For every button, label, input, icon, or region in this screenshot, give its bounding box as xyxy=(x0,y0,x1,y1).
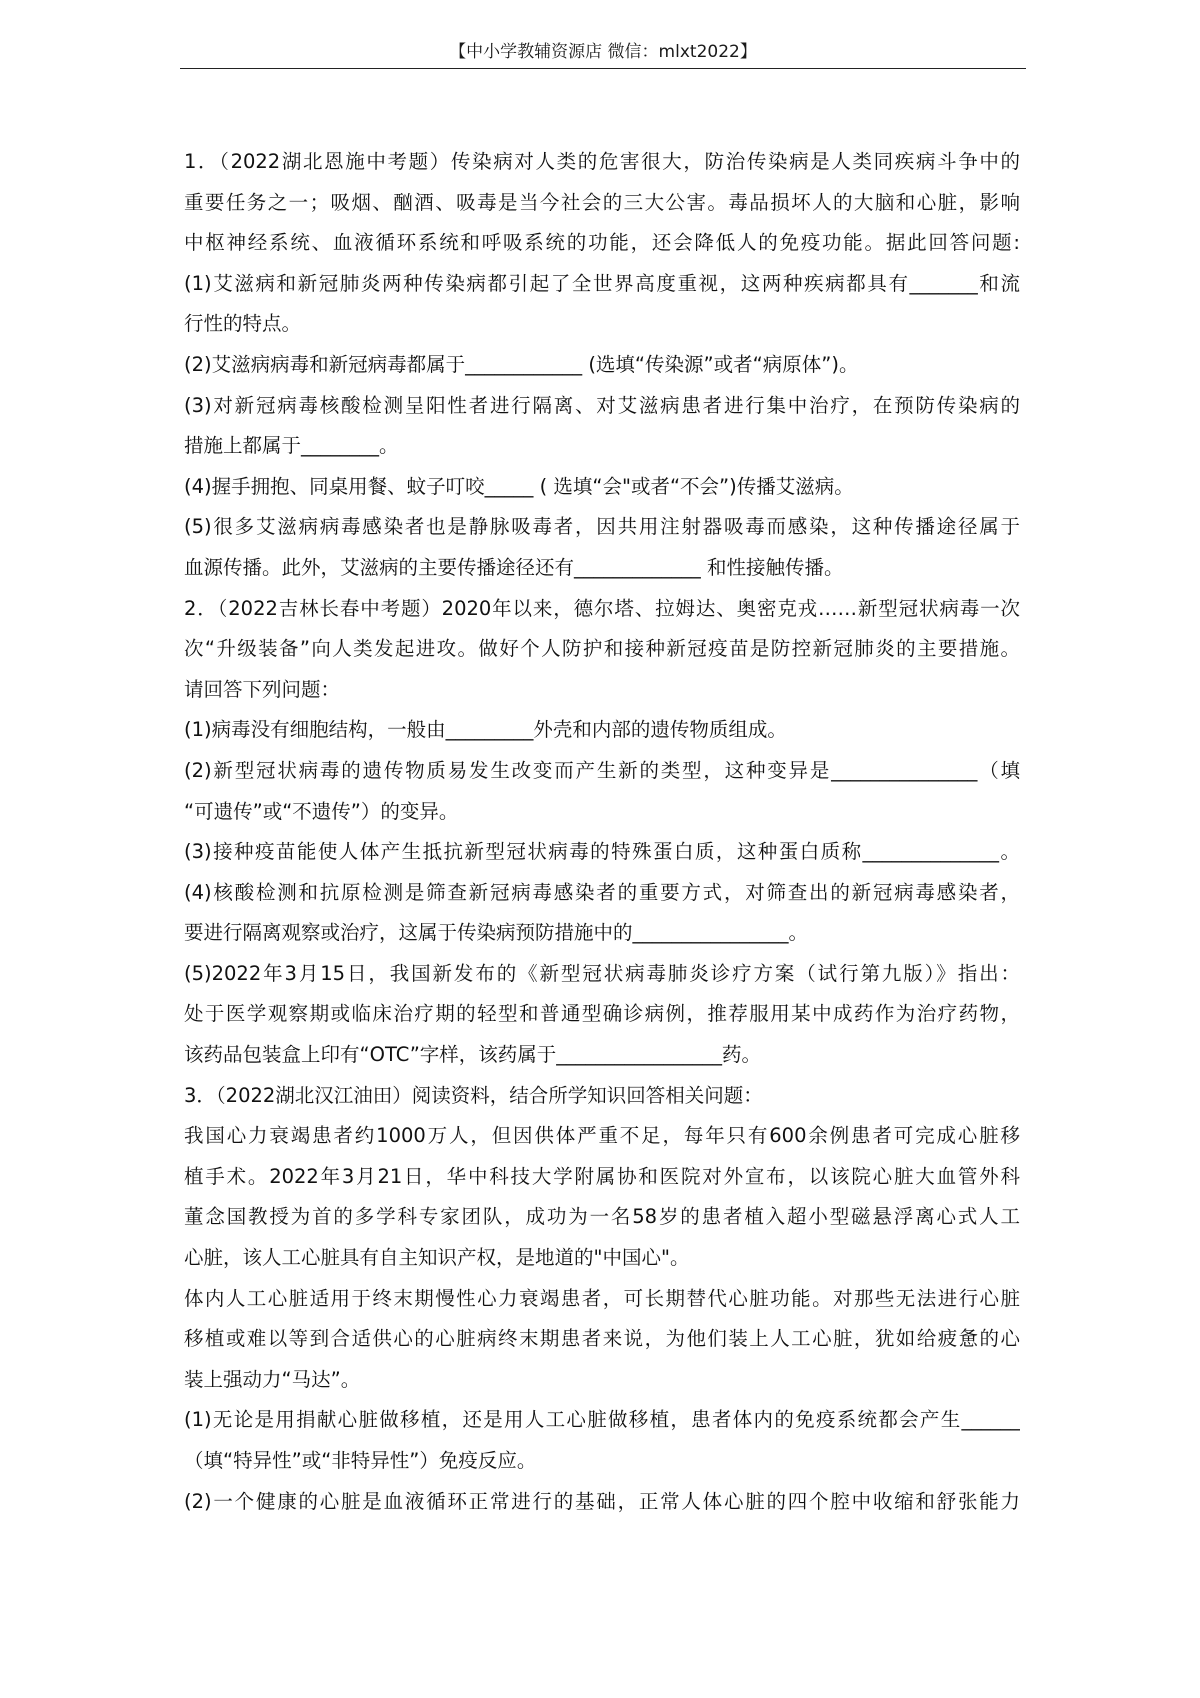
text-line: (1)艾滋病和新冠肺炎两种传染病都引起了全世界高度重视，这两种疾病都具有_______和流 xyxy=(184,271,1020,295)
text-line: 装上强动力“马达”。 xyxy=(184,1367,361,1391)
text-line: 我国心力衰竭患者约1000万人，但因供体严重不足，每年只有600余例患者可完成心脏移 xyxy=(184,1124,1020,1148)
text-line: 要进行隔离观察或治疗，这属于传染病预防措施中的________________。 xyxy=(184,921,809,945)
text-line: (2)一个健康的心脏是血液循环正常进行的基础，正常人体心脏的四个腔中收缩和舒张能力 xyxy=(184,1489,1020,1513)
text-line: 体内人工心脏适用于终末期慢性心力衰竭患者，可长期替代心脏功能。对那些无法进行心脏 xyxy=(184,1286,1020,1310)
text-line: 中枢神经系统、血液循环系统和呼吸系统的功能，还会降低人的免疫功能。据此回答问题: xyxy=(184,231,1020,255)
text-line: (3)对新冠病毒核酸检测呈阳性者进行隔离、对艾滋病患者进行集中治疗，在预防传染病的 xyxy=(184,393,1020,417)
header-divider xyxy=(180,68,1026,69)
text-line: (2)艾滋病病毒和新冠病毒都属于____________ (选填“传染源”或者“病原体”)。 xyxy=(184,352,859,376)
text-line: 3．（2022湖北汉江油田）阅读资料，结合所学知识回答相关问题： xyxy=(184,1083,763,1107)
page-header: 【中小学教辅资源店 微信：mlxt2022】 xyxy=(449,42,757,62)
text-line: 请回答下列问题： xyxy=(184,677,341,701)
text-line: （填“特异性”或“非特异性”）免疫反应。 xyxy=(184,1449,537,1472)
text-line: 植手术。2022年3月21日，华中科技大学附属协和医院对外宣布，以该院心脏大血管外科 xyxy=(184,1164,1020,1188)
text-line: 心脏，该人工心脏具有自主知识产权，是地道的"中国心"。 xyxy=(184,1246,690,1270)
text-line: 次“升级装备”向人类发起进攻。做好个人防护和接种新冠疫苗是防控新冠肺炎的主要措施。 xyxy=(184,637,1020,661)
text-line: 2．（2022吉林长春中考题）2020年以来，德尔塔、拉姆达、奥密克戎……新型冠状病毒一次 xyxy=(184,596,1020,620)
text-line: 措施上都属于________。 xyxy=(184,434,399,458)
text-line: 董念国教授为首的多学科专家团队，成功为一名58岁的患者植入超小型磁悬浮离心式人工 xyxy=(184,1205,1020,1229)
text-line: 行性的特点。 xyxy=(184,312,302,336)
text-line: (3)接种疫苗能使人体产生抵抗新型冠状病毒的特殊蛋白质，这种蛋白质称______________。 xyxy=(184,840,1020,864)
document-body xyxy=(184,142,1020,1522)
text-line: 1．（2022湖北恩施中考题）传染病对人类的危害很大，防治传染病是人类同疾病斗争中的 xyxy=(184,150,1020,173)
text-line: (5)2022年3月15日，我国新发布的《新型冠状病毒肺炎诊疗方案（试行第九版）》指出： xyxy=(184,961,1020,985)
text-line: “可遗传”或“不遗传”）的变异。 xyxy=(184,799,459,823)
text-line: 该药品包装盒上印有“OTC”字样，该药属于_________________药。 xyxy=(184,1043,762,1067)
text-line: (4)核酸检测和抗原检测是筛查新冠病毒感染者的重要方式，对筛查出的新冠病毒感染者， xyxy=(184,880,1020,904)
text-line: 重要任务之一；吸烟、酗酒、吸毒是当今社会的三大公害。毒品损坏人的大脑和心脏，影响 xyxy=(184,190,1020,214)
text-line: 移植或难以等到合适供心的心脏病终末期患者来说，为他们装上人工心脏，犹如给疲惫的心 xyxy=(184,1327,1020,1351)
text-line: 血源传播。此外，艾滋病的主要传播途径还有_____________ 和性接触传播。 xyxy=(184,555,844,579)
text-line: (1)无论是用捐献心脏做移植，还是用人工心脏做移植，患者体内的免疫系统都会产生______ xyxy=(184,1408,1020,1432)
text-line: (5)很多艾滋病病毒感染者也是静脉吸毒者，因共用注射器吸毒而感染，这种传播途径属于 xyxy=(184,515,1020,539)
text-line: (2)新型冠状病毒的遗传物质易发生改变而产生新的类型，这种变异是_______________（填 xyxy=(184,758,1020,782)
text-line: 处于医学观察期或临床治疗期的轻型和普通型确诊病例，推荐服用某中成药作为治疗药物， xyxy=(184,1002,1020,1026)
text-line: (1)病毒没有细胞结构，一般由_________外壳和内部的遗传物质组成。 xyxy=(184,718,787,742)
text-line: (4)握手拥抱、同桌用餐、蚊子叮咬_____ ( 选填“会"或者“不会”)传播艾滋病。 xyxy=(184,474,854,498)
